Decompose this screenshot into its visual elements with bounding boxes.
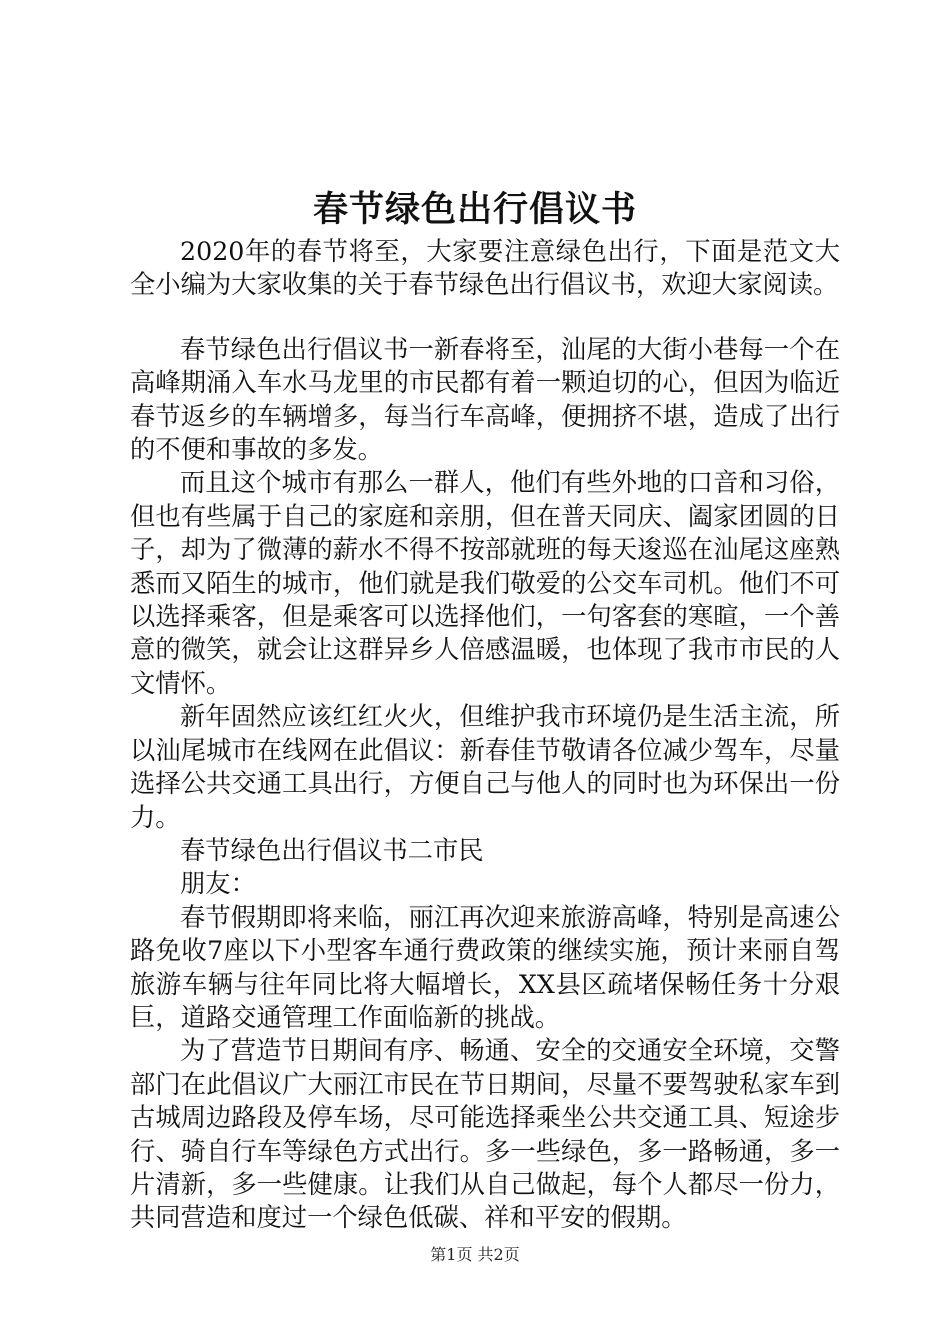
body-paragraph: 为了营造节日期间有序、畅通、安全的交通安全环境，交警部门在此倡议广大丽江市民在节日期间，尽量不要驾驶私家车到古城周边路段及停车场，尽可能选择乘坐公共交通工具、短途步行、骑自行车等绿色方式出行。多一些绿色，多一路畅通，多一片清新，多一些健康。让我们从自己做起，每个人都尽一份力，共同营造和度过一个绿色低碳、祥和平安的假期。 [130,1036,840,1233]
intro-paragraph: 2020年的春节将至，大家要注意绿色出行，下面是范文大全小编为大家收集的关于春节绿色出行倡议书，欢迎大家阅读。 [130,237,840,300]
body-paragraph: 春节假期即将来临，丽江再次迎来旅游高峰，特别是高速公路免收7座以下小型客车通行费政策的继续实施，预计来丽自驾旅游车辆与往年同比将大幅增长，XX县区疏堵保畅任务十分艰巨，道路交通管理工作面临新的挑战。 [130,902,840,1032]
section-heading-line: 春节绿色出行倡议书二市民 [180,835,484,865]
document-body [130,235,840,1235]
body-paragraph: 春节绿色出行倡议书一新春将至，汕尾的大街小巷每一个在高峰期涌入车水马龙里的市民都有着一颗迫切的心，但因为临近春节返乡的车辆增多，每当行车高峰，便拥挤不堪，造成了出行的不便和事故的多发。 [130,334,840,465]
document-title: 春节绿色出行倡议书 [312,189,637,230]
page-footer: 第1页 共2页 [430,1245,520,1264]
body-paragraph: 而且这个城市有那么一群人，他们有些外地的口音和习俗，但也有些属于自己的家庭和亲朋，但在普天同庆、阖家团圆的日子，却为了微薄的薪水不得不按部就班的每天逡巡在汕尾这座熟悉而又陌生的城市，他们就是我们敬爱的公交车司机。他们不可以选择乘客，但是乘客可以选择他们，一句客套的寒暄，一个善意的微笑，就会让这群异乡人倍感温暖，也体现了我市市民的人文情怀。 [130,468,840,698]
salutation-line: 朋友： [180,869,256,899]
body-paragraph: 新年固然应该红红火火，但维护我市环境仍是生活主流，所以汕尾城市在线网在此倡议：新春佳节敬请各位减少驾车，尽量选择公共交通工具出行，方便自己与他人的同时也为环保出一份力。 [130,702,840,832]
